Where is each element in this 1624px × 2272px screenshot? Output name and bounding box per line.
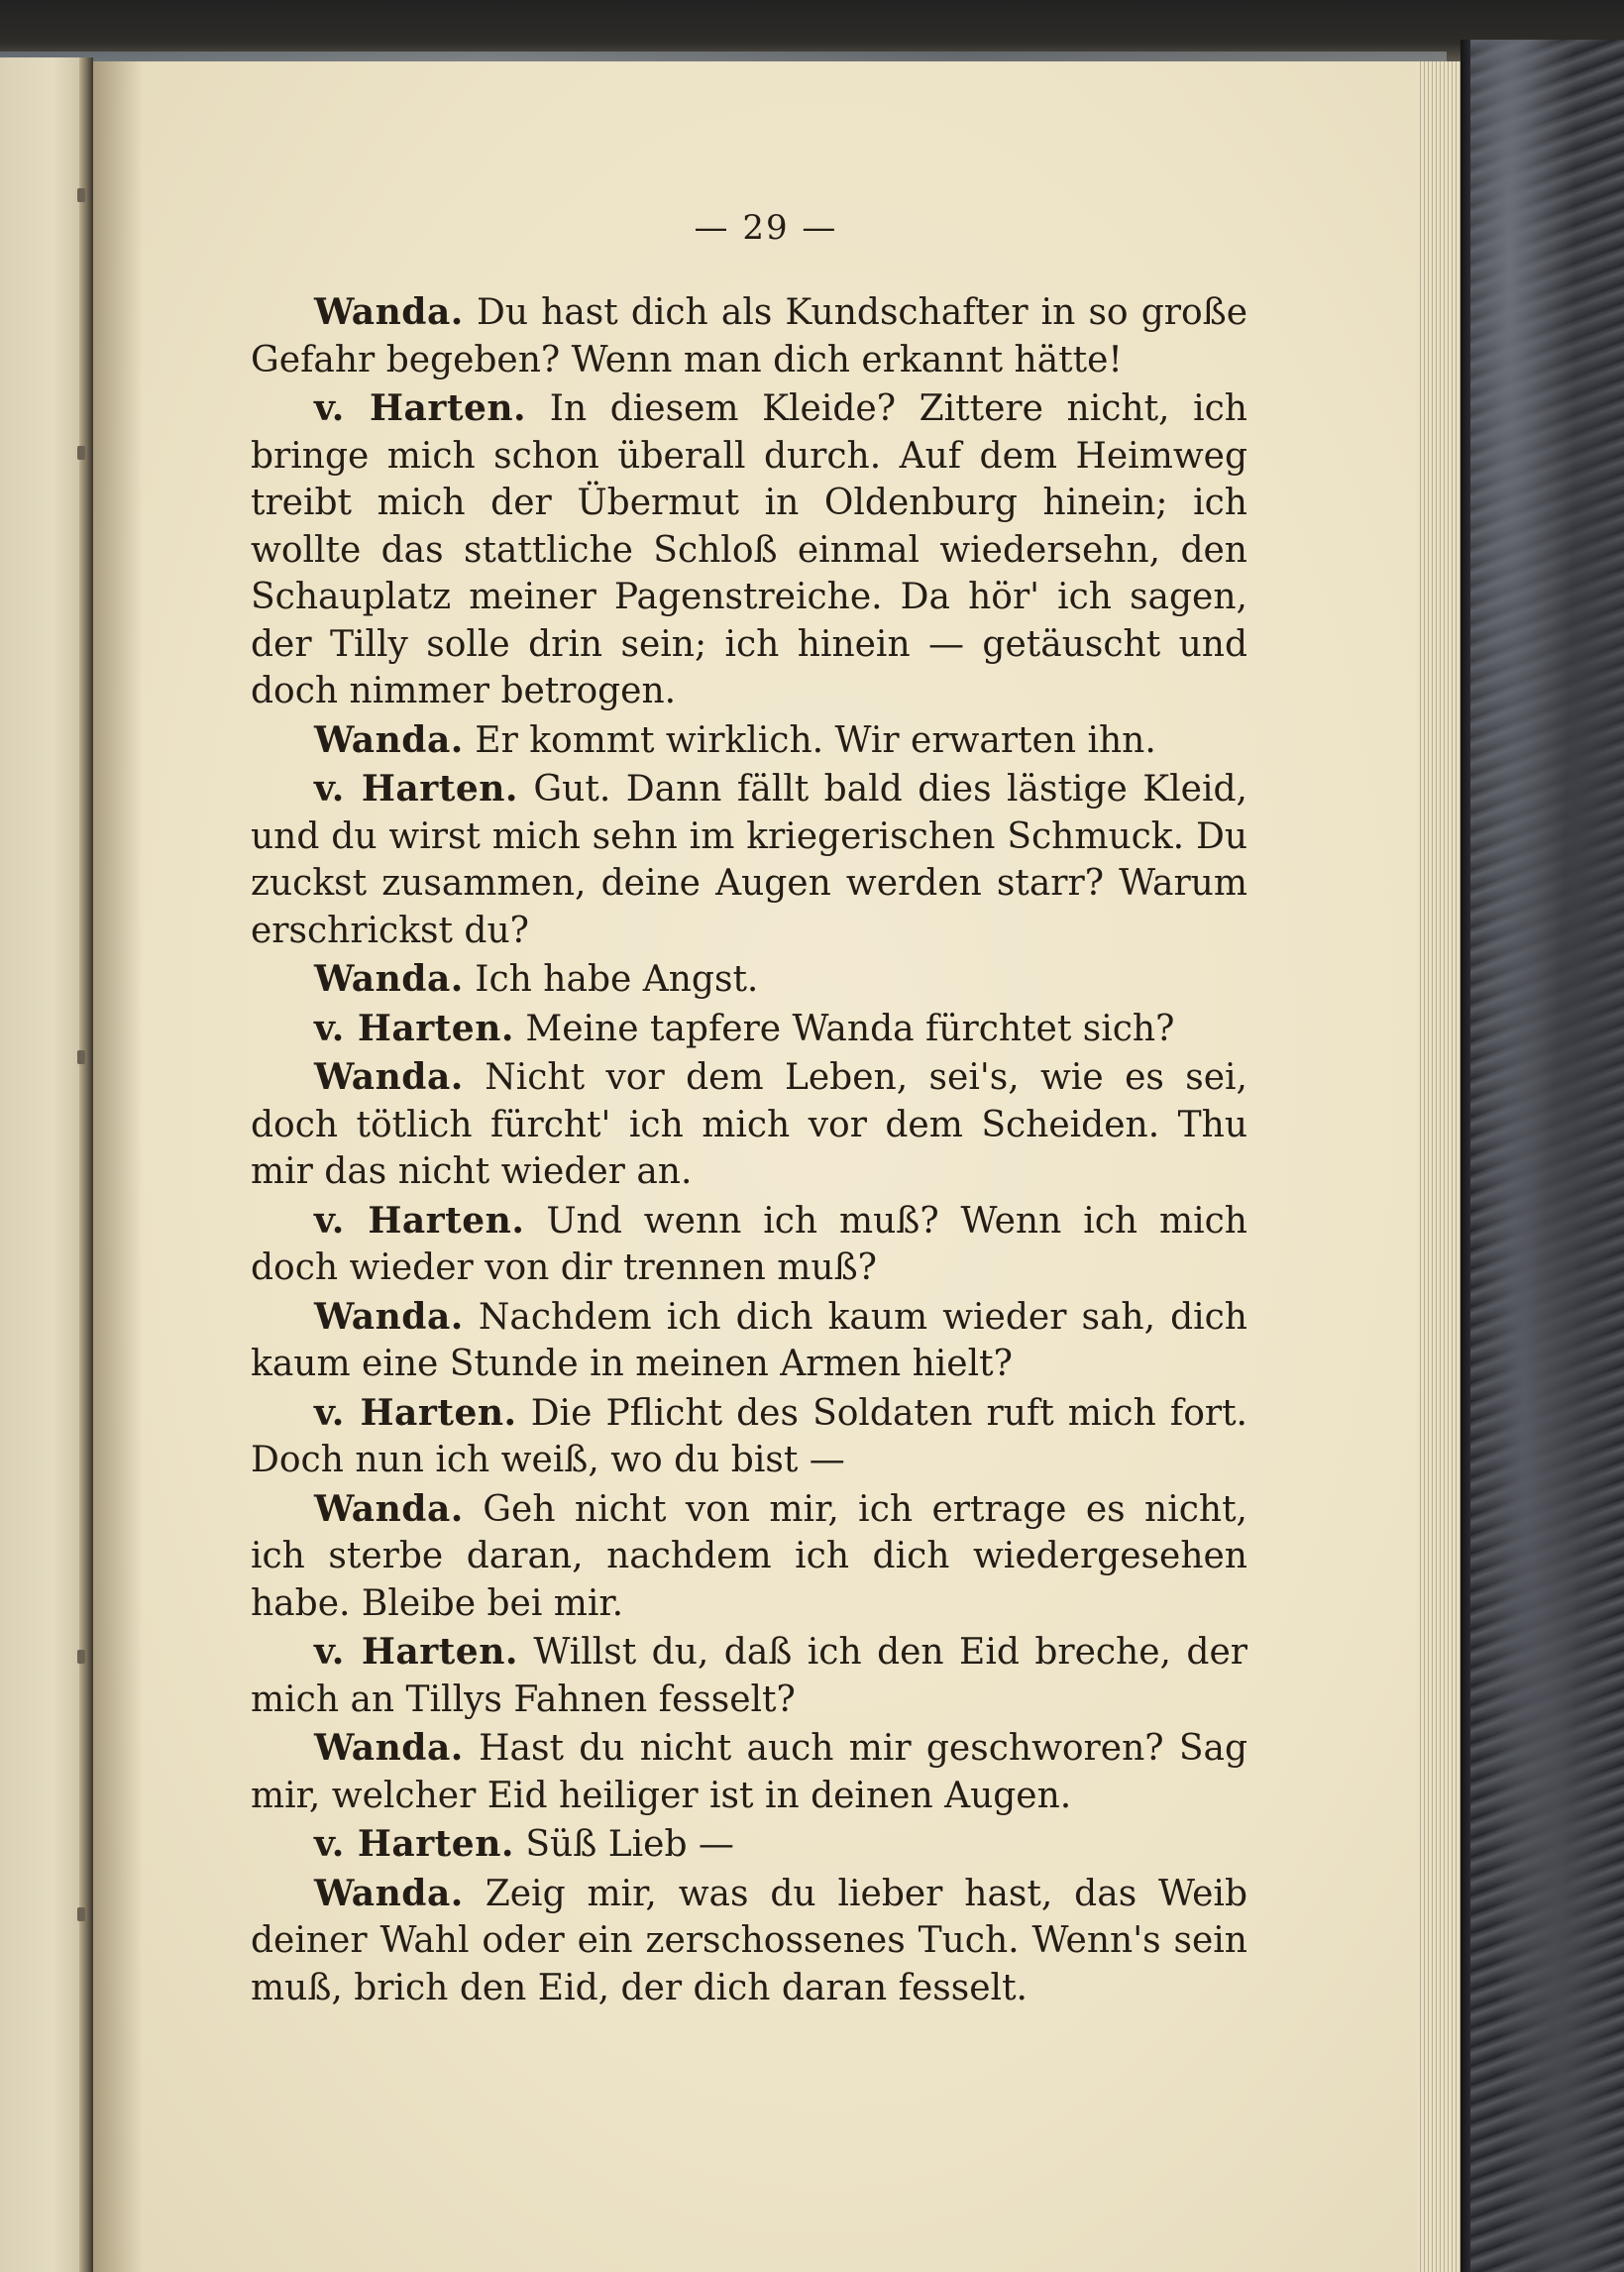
cover-edge xyxy=(1461,40,1470,2272)
spoken-text: Süß Lieb — xyxy=(525,1824,734,1865)
spoken-text: Die Pflicht des Soldaten ruft mich fort. Doch nun ich weiß, wo du bist — xyxy=(251,1392,1247,1480)
spoken-text: Nicht vor dem Leben, sei's, wie es sei, doch tötlich fürcht' ich mich vor dem Scheiden. Thu mir das nicht wieder an. xyxy=(251,1057,1247,1192)
speaker-name: Wanda. xyxy=(314,1727,464,1769)
speaker-name: Wanda. xyxy=(314,958,464,1000)
dialogue-line xyxy=(251,766,1247,954)
dialogue-line xyxy=(251,1629,1247,1723)
speaker-name: v. Harten. xyxy=(314,1199,525,1242)
spoken-text: Er kommt wirklich. Wir erwarten ihn. xyxy=(475,719,1156,761)
spoken-text: Gut. Dann fällt bald dies lästige Kleid, und du wirst mich sehn im kriegerischen Schmuck. Du zuckst zusammen, deine Augen werden starr? Warum erschrickst du? xyxy=(251,769,1247,951)
dialogue-line xyxy=(251,385,1247,715)
speaker-name: Wanda. xyxy=(314,718,464,761)
speaker-name: Wanda. xyxy=(314,1487,464,1530)
dialogue-line xyxy=(251,1725,1247,1819)
dialogue-line xyxy=(251,289,1247,383)
dialogue-line xyxy=(251,1198,1247,1292)
margin-mark xyxy=(77,1050,85,1064)
speaker-name: v. Harten. xyxy=(314,768,518,810)
spoken-text: Nachdem ich dich kaum wieder sah, dich kaum eine Stunde in meinen Armen hielt? xyxy=(251,1296,1247,1384)
dialogue-line xyxy=(251,717,1247,765)
speaker-name: v. Harten. xyxy=(314,1823,514,1865)
speaker-name: v. Harten. xyxy=(314,387,527,429)
dialogue-line xyxy=(251,956,1247,1004)
spoken-text: Hast du nicht auch mir geschworen? Sag mir, welcher Eid heiliger ist in deinen Augen. xyxy=(251,1728,1247,1816)
spoken-text: Du hast dich als Kundschafter in so große Gefahr begeben? Wenn man dich erkannt hätte! xyxy=(251,292,1247,380)
speaker-name: Wanda. xyxy=(314,1056,464,1098)
margin-mark xyxy=(77,1907,85,1921)
dialogue-line xyxy=(251,1294,1247,1388)
speaker-name: Wanda. xyxy=(314,1872,464,1914)
spoken-text: Meine tapfere Wanda fürchtet sich? xyxy=(525,1008,1175,1049)
spoken-text: Ich habe Angst. xyxy=(475,959,759,1000)
margin-mark xyxy=(77,188,85,202)
spoken-text: In diesem Kleide? Zittere nicht, ich bringe mich schon überall durch. Auf dem Heimweg treibt mich der Übermut in Oldenburg hinein; ich wollte das stattliche Schloß einmal wiedersehn, den Schauplatz meiner Pagenstreiche. Da hör' ich sagen, der Tilly solle drin sein; ich hinein — getäuscht und doch nimmer betrogen. xyxy=(251,388,1247,711)
speaker-name: v. Harten. xyxy=(314,1631,518,1673)
book-gutter xyxy=(79,57,93,2272)
page-edges xyxy=(1417,61,1461,2272)
page-content xyxy=(251,208,1247,2011)
margin-mark xyxy=(77,1650,85,1664)
speaker-name: v. Harten. xyxy=(314,1391,517,1434)
previous-page-edge xyxy=(0,57,87,2272)
dialogue-line xyxy=(251,1821,1247,1869)
dialogue-text xyxy=(251,289,1247,2011)
marbled-cover xyxy=(1461,40,1624,2272)
spoken-text: Geh nicht von mir, ich ertrage es nicht, ich sterbe daran, nachdem ich dich wiedergesehen habe. Bleibe bei mir. xyxy=(251,1488,1247,1624)
spoken-text: Zeig mir, was du lieber hast, das Weib deiner Wahl oder ein zerschossenes Tuch. Wenn's sein muß, brich den Eid, der dich daran fesselt. xyxy=(251,1873,1247,2008)
page-number: — 29 — xyxy=(694,208,838,248)
dialogue-line xyxy=(251,1486,1247,1628)
spoken-text: Willst du, daß ich den Eid breche, der mich an Tillys Fahnen fesselt? xyxy=(251,1632,1247,1720)
speaker-name: Wanda. xyxy=(314,1295,464,1338)
margin-mark xyxy=(77,446,85,460)
gutter-shadow xyxy=(93,61,143,2272)
spoken-text: Und wenn ich muß? Wenn ich mich doch wieder von dir trennen muß? xyxy=(251,1200,1247,1288)
dialogue-line xyxy=(251,1871,1247,2012)
dialogue-line xyxy=(251,1054,1247,1196)
dialogue-line xyxy=(251,1006,1247,1053)
speaker-name: Wanda. xyxy=(314,291,464,333)
speaker-name: v. Harten. xyxy=(314,1007,514,1049)
dialogue-line xyxy=(251,1390,1247,1484)
